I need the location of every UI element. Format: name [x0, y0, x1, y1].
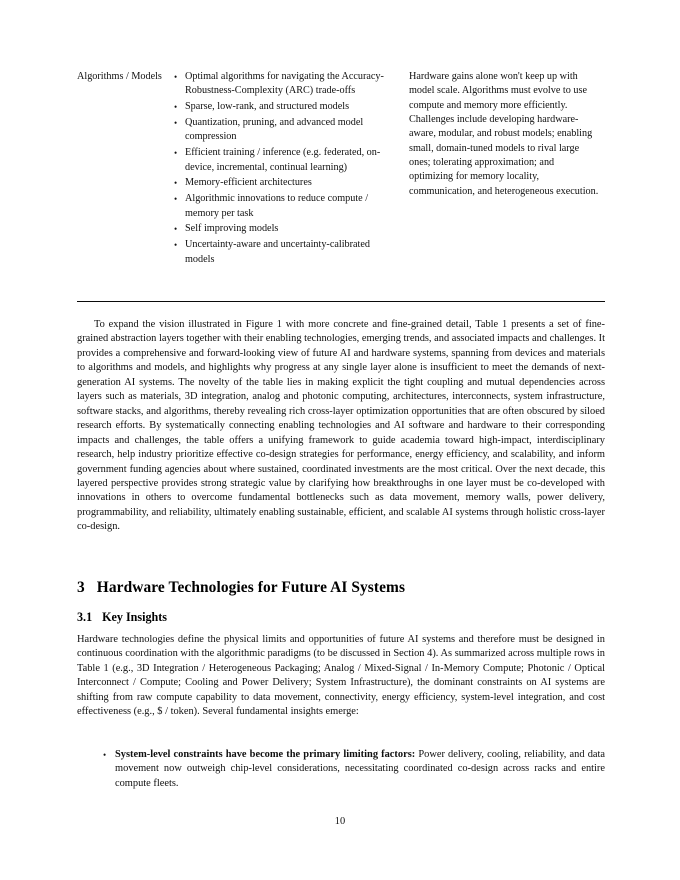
- insight-body: Power delivery, cooling, reliability, and data movement now outweigh chip-level considerations, necessitating coordinated co-design across racks and entire compute fleets.: [115, 749, 605, 789]
- list-item: • Uncertainty-aware and uncertainty-calibrated models: [173, 238, 401, 267]
- paragraph-key-insights: Hardware technologies define the physical limits and opportunities of future AI systems and therefore must be designed in continuous coordination with the algorithmic paradigms (to be discussed in Section 4). As summarized across multiple rows in Table 1 (e.g., 3D Integration / Heterogeneous Packaging; Analog / Mixed-Signal / In-Memory Compute; Photonic / Optical Interconnect / Compute; Cooling and Power Delivery; System Infrastructure), the dominant constraints on AI systems are shifting from raw compute capability to data movement, connectivity, energy efficiency, system-level integration, and cost effectiveness (e.g., $ / token). Several fundamental insights emerge:: [77, 634, 605, 718]
- paragraph-block-intro: [77, 318, 605, 535]
- table-cell-layer: Algorithms / Models: [77, 71, 162, 82]
- insights-list-block: [101, 748, 605, 795]
- list-item: • Memory-efficient architectures: [173, 176, 401, 190]
- list-item: • Algorithmic innovations to reduce compute / memory per task: [173, 192, 401, 221]
- insight-lead: System-level constraints have become the primary limiting factors:: [115, 749, 416, 760]
- list-item: • Self improving models: [173, 222, 401, 236]
- list-item: • Optimal algorithms for navigating the Accuracy-Robustness-Complexity (ARC) trade-offs: [173, 70, 401, 99]
- subsection-heading: [77, 610, 167, 625]
- table-cell-impact-challenges: Hardware gains alone won't keep up with model scale. Algorithms must evolve to use compute and memory more efficiently. Challenges include developing hardware-aware, modular, and robust models; enabling small, domain-tuned models to rival large ones; tolerating approximation; and optimizing for memory locality, communication, and heterogeneous execution.: [409, 71, 599, 197]
- table-bottom-rule: [77, 301, 605, 302]
- list-item: • Quantization, pruning, and advanced model compression: [173, 116, 401, 145]
- paragraph-intro: To expand the vision illustrated in Figure 1 with more concrete and fine-grained detail, Table 1 presents a set of fine-grained abstraction layers together with their enabling technologies, emerging trends, and associated impacts and challenges. It provides a comprehensive and forward-looking view of future AI and hardware systems, spanning from devices and materials to algorithms and models, and highlights why progress at any single layer alone is insufficient to meet the demands of next-generation AI systems. The novelty of the table lies in making explicit the tight coupling and mutual dependencies across layers such as materials, 3D integration, analog and photonic computing, architectures, interconnects, system infrastructure, software stacks, and algorithms, thereby revealing rich cross-layer optimization opportunities that are often obscured by siloed research efforts. By systematically connecting enabling technologies and AI software and hardware to their corresponding impacts and challenges, the table offers a unifying framework to guide academia toward high-impact, interdisciplinary research, help industry prioritize effective co-design strategies for performance, energy efficiency, and scalability, and inform government funding agencies about where sustained, coordinated investments are the most critical. Over the next decade, this layered perspective provides strong strategic value by clarifying how breakthroughs in one layer must be co-developed with innovations in others to overcome fundamental bottlenecks such as data movement, memory walls, power delivery, programmability, and reliability, ultimately enabling sustainable, efficient, and scalable AI systems through holistic cross-layer co-design.: [77, 319, 605, 533]
- continued-table: [77, 70, 605, 268]
- page-number: 10: [334, 816, 346, 827]
- table-cell-technologies: [173, 70, 409, 268]
- technologies-list: [173, 70, 401, 267]
- list-item: • Sparse, low-rank, and structured models: [173, 100, 401, 114]
- section-title: Hardware Technologies for Future AI Systems: [96, 579, 406, 596]
- paragraph-block-key-insights: [77, 633, 605, 720]
- list-item: [101, 748, 605, 791]
- table-row: [77, 70, 605, 268]
- section-number: 3: [77, 579, 85, 596]
- subsection-title: Key Insights: [102, 610, 167, 624]
- page-title: [77, 579, 405, 597]
- list-item: • Efficient training / inference (e.g. federated, on-device, incremental, continual learning): [173, 146, 401, 175]
- subsection-number: 3.1: [77, 610, 93, 624]
- insights-list: [101, 748, 605, 791]
